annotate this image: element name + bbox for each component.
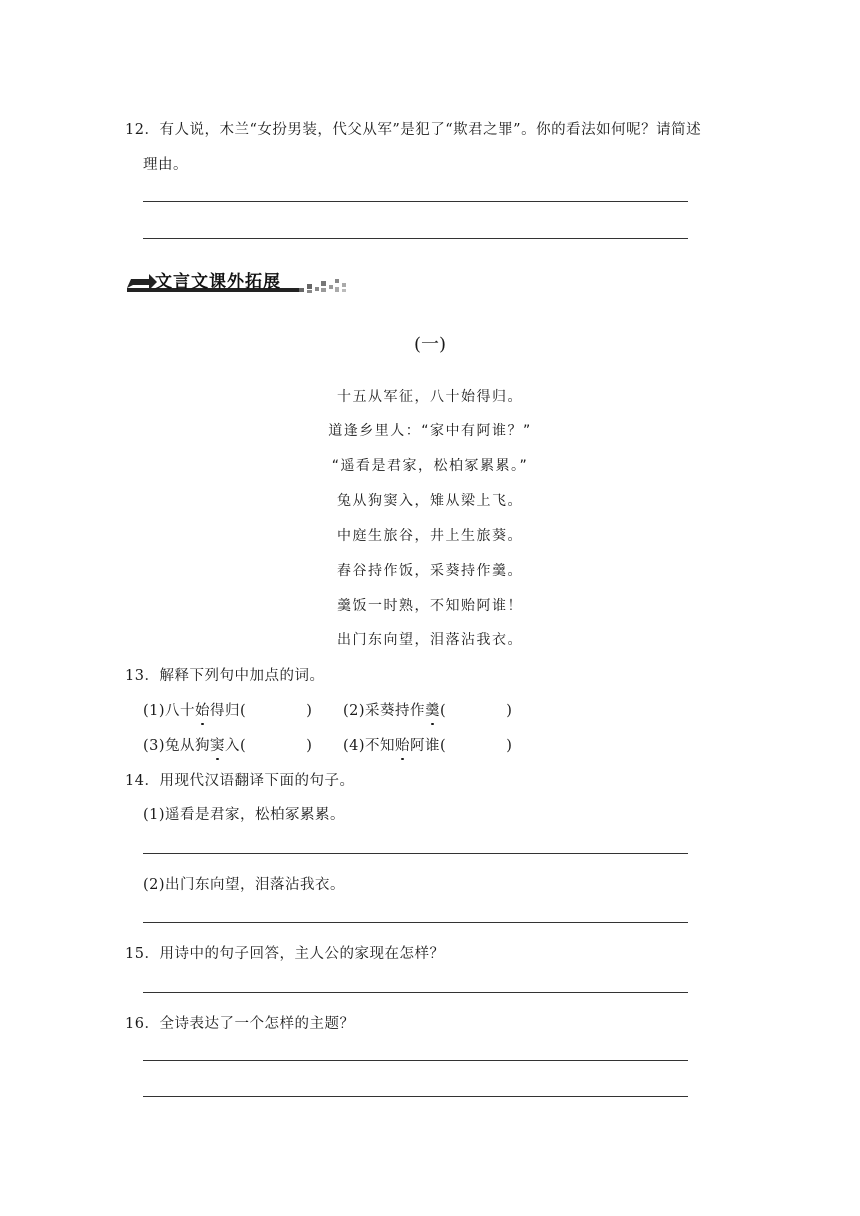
section-title: 文言文课外拓展	[155, 272, 281, 292]
q13-item-4	[343, 734, 512, 755]
q13-item-3-close: )	[306, 738, 313, 754]
poem-line: “遥看是君家，松柏冢累累。”	[331, 458, 529, 474]
q13-item-2	[343, 699, 512, 720]
q14-sentence-2: (2)出门东向望，泪落沾我衣。	[143, 877, 346, 893]
q13-item-2-close: )	[506, 703, 513, 719]
question-12-line1: 12．有人说，木兰“女扮男装，代父从军”是犯了“欺君之罪”。你的看法如何呢？请简述	[125, 122, 702, 138]
question-13-stem: 13．解释下列句中加点的词。	[125, 668, 325, 684]
dotted-word: 始	[195, 699, 210, 720]
q13-item-1	[143, 699, 312, 720]
poem-line: 道逢乡里人：“家中有阿谁？”	[328, 423, 532, 439]
question-16-stem: 16．全诗表达了一个怎样的主题？	[125, 1016, 355, 1032]
q13-item-3	[143, 734, 312, 755]
poem-line: 舂谷持作饭，采葵持作羹。	[337, 563, 523, 579]
answer-line[interactable]	[143, 201, 688, 202]
question-14-stem: 14．用现代汉语翻译下面的句子。	[125, 773, 355, 789]
q13-item-1-close: )	[306, 703, 313, 719]
q13-item-3-pre: (3)兔从狗	[143, 738, 211, 754]
dotted-word: 窦	[210, 734, 225, 755]
poem-line: 羹饭一时熟，不知贻阿谁！	[337, 598, 523, 614]
q13-item-4-post: 阿谁(	[410, 738, 447, 754]
answer-line[interactable]	[143, 922, 688, 923]
q13-item-4-close: )	[506, 738, 513, 754]
answer-line[interactable]	[143, 992, 688, 993]
poem-line: 出门东向望，泪落沾我衣。	[337, 632, 523, 648]
q14-sentence-1: (1)遥看是君家，松柏冢累累。	[143, 807, 346, 823]
dotted-word: 贻	[395, 734, 410, 755]
q13-item-2-pre: (2)采葵持作	[343, 703, 426, 719]
answer-line[interactable]	[143, 853, 688, 854]
answer-line[interactable]	[143, 1096, 688, 1097]
poem-line: 中庭生旅谷，井上生旅葵。	[337, 528, 523, 544]
section-banner	[127, 266, 352, 294]
question-12-line2: 理由。	[143, 157, 188, 173]
dotted-word: 羹	[425, 699, 440, 720]
question-15-stem: 15．用诗中的句子回答，主人公的家现在怎样？	[125, 946, 445, 962]
answer-line[interactable]	[143, 1060, 688, 1061]
q13-item-1-post: 得归(	[210, 703, 247, 719]
poem-line: 兔从狗窦入，雉从梁上飞。	[337, 493, 523, 509]
q13-item-1-pre: (1)八十	[143, 703, 196, 719]
passage-label: (一)	[413, 334, 447, 355]
q13-item-4-pre: (4)不知	[343, 738, 396, 754]
answer-line[interactable]	[143, 238, 688, 239]
q13-item-3-post: 入(	[225, 738, 247, 754]
poem-line: 十五从军征，八十始得归。	[337, 389, 523, 405]
q13-item-2-post: (	[440, 703, 447, 719]
